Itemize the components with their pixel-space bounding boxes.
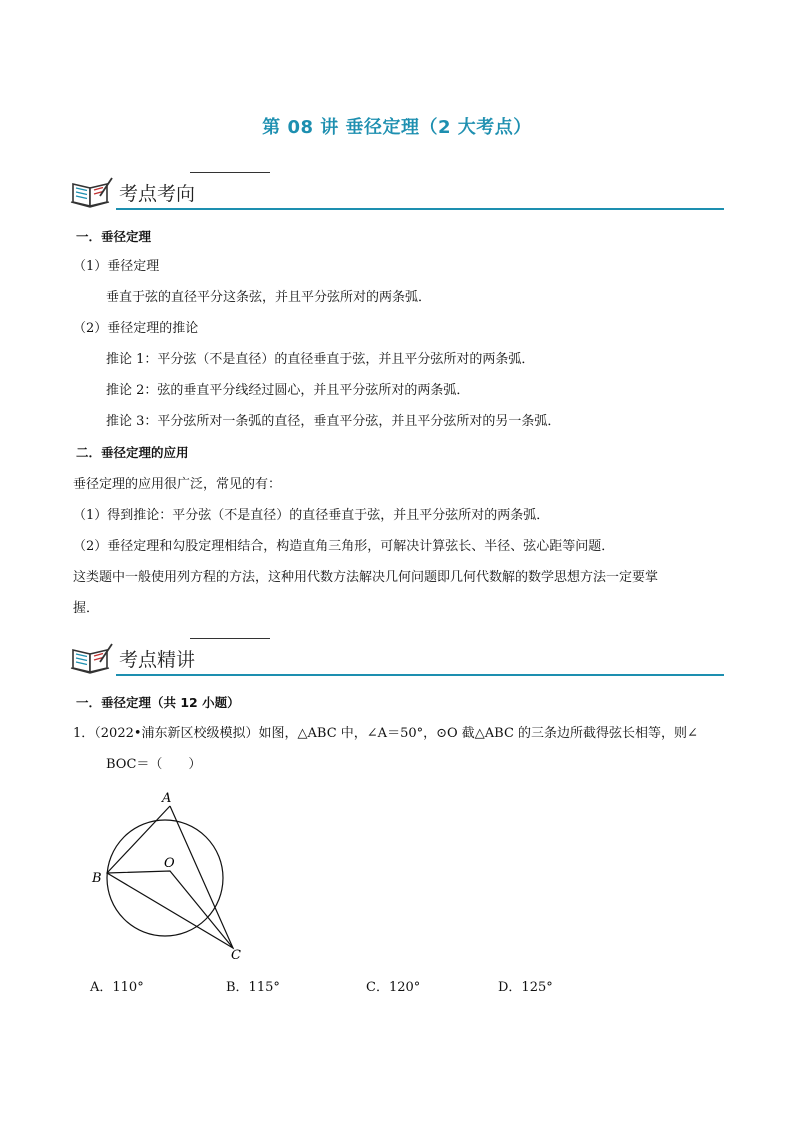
circle-o bbox=[107, 820, 223, 936]
text-line: 推论 3：平分弦所对一条弧的直径，垂直平分弦，并且平分弦所对的另一条弧． bbox=[106, 414, 561, 429]
text-line: （1）得到推论：平分弦（不是直径）的直径垂直于弦，并且平分弦所对的两条弧． bbox=[73, 508, 550, 523]
header-rule-short bbox=[190, 638, 270, 639]
text-line: 推论 2：弦的垂直平分线经过圆心，并且平分弦所对的两条弧． bbox=[106, 383, 470, 398]
section-header-kaodian-kaoxiang bbox=[70, 172, 724, 212]
option-d: D．125° bbox=[498, 980, 553, 995]
book-icon bbox=[70, 176, 114, 208]
question-1-text-cont: BOC＝（ ） bbox=[106, 757, 202, 772]
header-rule bbox=[116, 674, 724, 676]
text-line: 垂直于弦的直径平分这条弦，并且平分弦所对的两条弧． bbox=[106, 290, 432, 305]
text-line: （2）垂径定理和勾股定理相结合，构造直角三角形，可解决计算弦长、半径、弦心距等问题． bbox=[73, 539, 615, 554]
text-line: 垂径定理的应用很广泛，常见的有： bbox=[73, 477, 282, 492]
text-line: （2）垂径定理的推论 bbox=[73, 321, 199, 336]
page-title: 第 08 讲 垂径定理（2 大考点） bbox=[262, 117, 532, 138]
label-o: O bbox=[164, 856, 175, 871]
text-line: 推论 1：平分弦（不是直径）的直径垂直于弦，并且平分弦所对的两条弧． bbox=[106, 352, 535, 367]
label-c: C bbox=[231, 948, 241, 963]
option-b: B．115° bbox=[226, 980, 280, 995]
text-line: （1）垂径定理 bbox=[73, 259, 160, 274]
option-a: A．110° bbox=[90, 980, 144, 995]
text-line: 握． bbox=[73, 601, 100, 616]
label-b: B bbox=[92, 871, 102, 886]
section-header-kaodian-jingjiang bbox=[70, 638, 724, 678]
text-line: 这类题中一般使用列方程的方法，这种用代数方法解决几何问题即几何代数解的数学思想方法一定要掌 bbox=[73, 570, 659, 585]
heading-problems: 一．垂径定理（共 12 小题） bbox=[76, 695, 240, 710]
option-c: C．120° bbox=[366, 980, 421, 995]
header-rule-short bbox=[190, 172, 270, 173]
geometry-figure bbox=[85, 785, 255, 965]
section-title: 考点考向 bbox=[119, 183, 196, 205]
triangle-abc bbox=[107, 806, 233, 948]
heading-chuijing-dingli: 一．垂径定理 bbox=[76, 229, 152, 244]
heading-yingyong: 二．垂径定理的应用 bbox=[76, 445, 189, 460]
header-rule bbox=[116, 208, 724, 210]
book-icon bbox=[70, 642, 114, 674]
label-a: A bbox=[162, 791, 172, 806]
section-title: 考点精讲 bbox=[119, 649, 196, 671]
question-1-text: 1．（2022•浦东新区校级模拟）如图，△ABC 中，∠A＝50°，⊙O 截△ABC 的三条边所截得弦长相等，则∠ bbox=[73, 726, 698, 741]
